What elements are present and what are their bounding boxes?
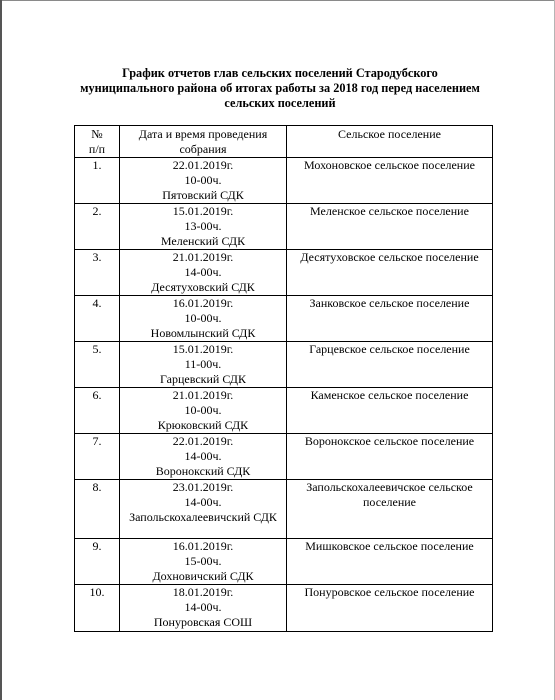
table-row <box>75 342 493 388</box>
row-date-time-venue <box>120 296 287 342</box>
document-title <box>60 66 500 111</box>
header-place: Сельское поселение <box>287 126 493 158</box>
row-number: 2. <box>75 204 120 250</box>
row-date-time-venue <box>120 250 287 296</box>
row-number: 1. <box>75 158 120 204</box>
row-venue: Пятовский СДК <box>162 188 244 202</box>
row-settlement: Понуровское сельское поселение <box>287 585 493 632</box>
row-date: 22.01.2019г. <box>172 434 234 448</box>
title-line: сельских поселений <box>224 96 336 110</box>
table-row <box>75 388 493 434</box>
table-row <box>75 250 493 296</box>
row-settlement: Десятуховское сельское поселение <box>287 250 493 296</box>
row-settlement: Воронокское сельское поселение <box>287 434 493 480</box>
row-venue: Понуровская СОШ <box>153 615 253 629</box>
header-num-line1: № <box>91 127 103 141</box>
page-frame-top <box>0 0 555 1</box>
row-venue: Меленский СДК <box>160 234 246 248</box>
table-header-row <box>75 126 493 158</box>
schedule-table <box>74 125 493 632</box>
row-settlement: Гарцевское сельское поселение <box>287 342 493 388</box>
title-line: График отчетов глав сельских поселений Стародубского <box>122 66 438 80</box>
row-date-time-venue <box>120 480 287 539</box>
table-row <box>75 204 493 250</box>
row-time: 14-00ч. <box>184 495 222 509</box>
row-date-time-venue <box>120 539 287 585</box>
row-settlement: Мишковское сельское поселение <box>287 539 493 585</box>
row-number: 6. <box>75 388 120 434</box>
row-venue: Гарцевский СДК <box>160 372 246 386</box>
row-settlement: Мохоновское сельское поселение <box>287 158 493 204</box>
row-time: 14-00ч. <box>184 600 222 614</box>
row-settlement: Меленское сельское поселение <box>287 204 493 250</box>
row-time: 14-00ч. <box>184 449 222 463</box>
row-number: 7. <box>75 434 120 480</box>
table-row <box>75 296 493 342</box>
row-date: 21.01.2019г. <box>172 250 234 264</box>
row-date: 22.01.2019г. <box>172 158 234 172</box>
row-settlement: Каменское сельское поселение <box>287 388 493 434</box>
row-date: 21.01.2019г. <box>172 388 234 402</box>
row-date: 23.01.2019г. <box>172 480 234 494</box>
row-time: 15-00ч. <box>184 554 222 568</box>
table-row <box>75 539 493 585</box>
header-date-line2: собрания <box>179 142 227 156</box>
row-number: 4. <box>75 296 120 342</box>
row-number: 3. <box>75 250 120 296</box>
row-time: 13-00ч. <box>184 219 222 233</box>
table-row <box>75 480 493 539</box>
row-time: 11-00ч. <box>184 357 222 371</box>
header-date <box>120 126 287 158</box>
row-date-time-venue <box>120 434 287 480</box>
row-time: 10-00ч. <box>184 403 222 417</box>
row-venue: Новомлынский СДК <box>150 326 256 340</box>
row-date-time-venue <box>120 388 287 434</box>
title-line: муниципального района об итогах работы за 2018 год перед населением <box>80 81 480 95</box>
header-date-line1: Дата и время проведения <box>138 127 268 141</box>
row-date: 18.01.2019г. <box>172 585 234 599</box>
row-time: 14-00ч. <box>184 265 222 279</box>
row-venue: Крюковский СДК <box>157 418 249 432</box>
header-num-line2: п/п <box>88 142 106 156</box>
row-date: 15.01.2019г. <box>172 204 234 218</box>
row-number: 9. <box>75 539 120 585</box>
row-settlement: Занковское сельское поселение <box>287 296 493 342</box>
row-date: 16.01.2019г. <box>172 539 234 553</box>
table-row <box>75 585 493 632</box>
row-settlement: Запольскохалеевичское сельское поселение <box>287 480 493 539</box>
row-time: 10-00ч. <box>184 311 222 325</box>
header-num <box>75 126 120 158</box>
page-frame-left <box>0 0 2 700</box>
row-date: 15.01.2019г. <box>172 342 234 356</box>
row-venue: Десятуховский СДК <box>151 280 255 294</box>
row-date-time-venue <box>120 204 287 250</box>
row-date-time-venue <box>120 158 287 204</box>
row-venue: Запольскохалеевичский СДК <box>129 510 277 524</box>
row-venue: Дохновичский СДК <box>152 569 254 583</box>
row-date: 16.01.2019г. <box>172 296 234 310</box>
row-number: 8. <box>75 480 120 539</box>
table-row <box>75 158 493 204</box>
row-number: 5. <box>75 342 120 388</box>
row-date-time-venue <box>120 585 287 632</box>
row-number: 10. <box>75 585 120 632</box>
table-row <box>75 434 493 480</box>
row-date-time-venue <box>120 342 287 388</box>
row-venue: Воронокский СДК <box>155 464 251 478</box>
row-time: 10-00ч. <box>184 173 222 187</box>
